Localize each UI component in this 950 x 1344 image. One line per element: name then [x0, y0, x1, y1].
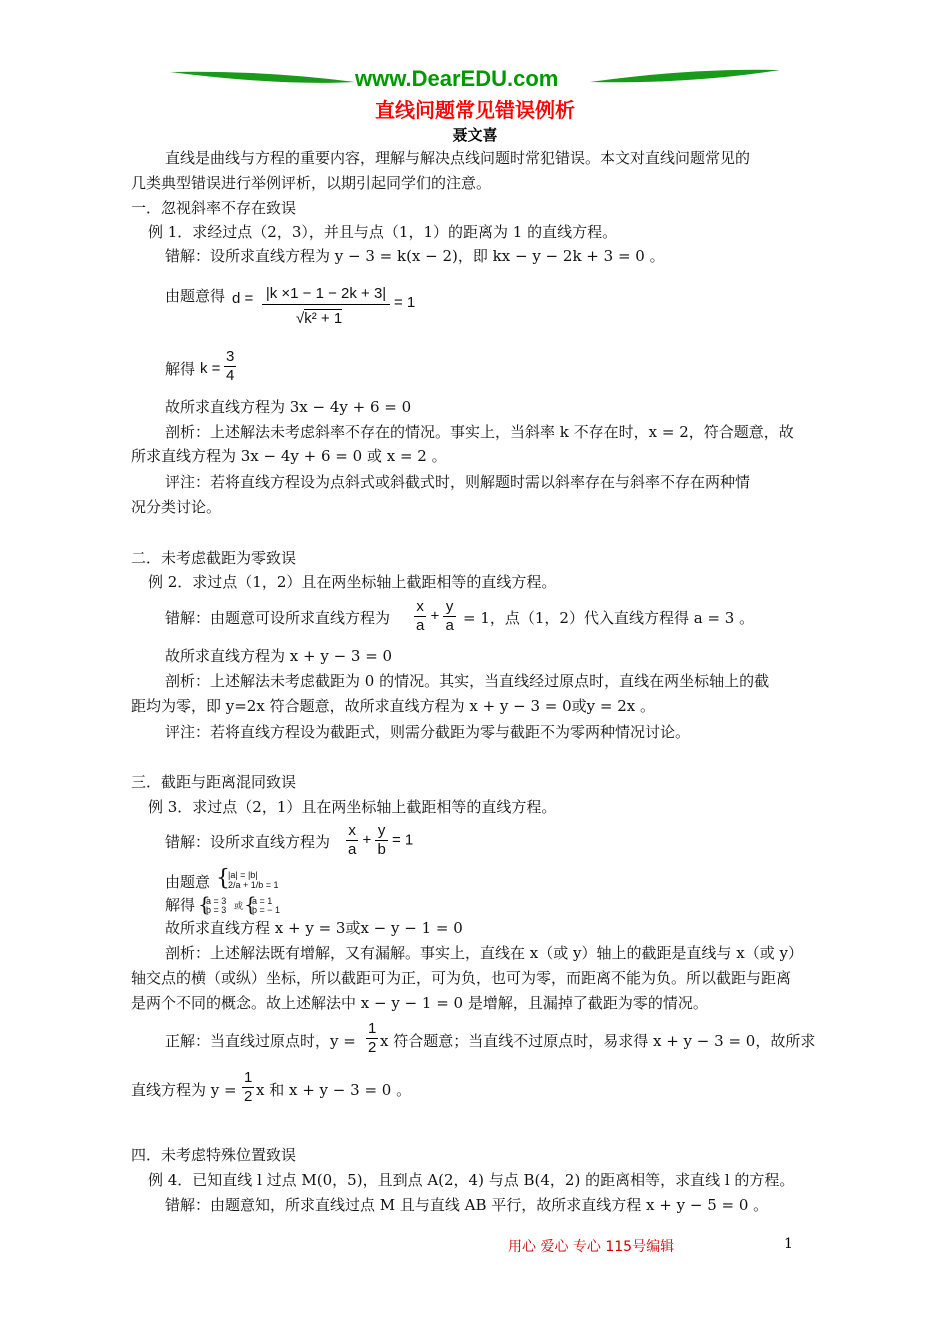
s3-sys-eq1: |a| = |b| [228, 870, 258, 880]
page-title: 直线问题常见错误例析 [375, 98, 575, 122]
s1-result: 故所求直线方程为 3x − 4y + 6 = 0 [165, 398, 412, 416]
s1-analysis-2: 所求直线方程为 3x − 4y + 6 = 0 或 x = 2 。 [131, 447, 447, 465]
example-3: 例 3．求过点（2，1）且在两坐标轴上截距相等的直线方程。 [148, 798, 557, 816]
intro-line-2: 几类典型错误进行举例评析，以期引起同学们的注意。 [131, 174, 492, 192]
s1-distance-numerator: |k ×1 − 1 − 2k + 3| [262, 284, 390, 305]
s3-right-frac [366, 1020, 378, 1057]
s1-solve-label: 解得 [165, 360, 196, 378]
s3-solve-label: 解得 [165, 896, 196, 914]
s1-k-lhs: k = [200, 360, 221, 377]
s1-distance-rhs: = 1 [394, 294, 416, 311]
s3-eq1: = 1 [391, 831, 414, 849]
s1-k-fraction [224, 348, 236, 385]
s3-frac-a: a [348, 841, 357, 858]
s3-analysis-1: 剖析：上述解法既有增解，又有漏解。事实上，直线在 x（或 y）轴上的截距是直线与 x（或 y） [165, 944, 803, 962]
s3-sol2a: a = 1 [252, 896, 273, 906]
sqrt-icon: √ [296, 310, 305, 327]
s3-sol1a: a = 3 [206, 896, 227, 906]
s3-sol2b: b = − 1 [252, 905, 281, 915]
s1-note-2: 况分类讨论。 [131, 498, 222, 516]
s3-frac-y: y [375, 822, 387, 841]
s2-intercept-form [414, 598, 456, 635]
example-4: 例 4．已知直线 l 过点 M(0，5)，且到点 A(2，4) 与点 B(4，2) 的距离相等，求直线 l 的方程。 [148, 1171, 795, 1189]
s3-analysis-2: 轴交点的横（或纵）坐标，所以截距可为正，可为负，也可为零，而距离不能为负。所以截距与距离 [131, 969, 792, 987]
s3-sol1b: b = 3 [206, 905, 227, 915]
s2-frac-a1: a [416, 617, 425, 634]
s1-note-1: 评注：若将直线方程设为点斜式或斜截式时，则解题时需以斜率存在与斜率不存在两种情 [165, 473, 751, 491]
s3-plus: + [362, 831, 372, 849]
s2-wrong-post: = 1，点（1，2）代入直线方程得 a = 3 。 [463, 609, 755, 627]
s2-analysis-1: 剖析：上述解法未考虑截距为 0 的情况。其实，当直线经过原点时，直线在两坐标轴上的截 [165, 672, 770, 690]
s3-intercept-form [346, 822, 413, 859]
s2-note: 评注：若将直线方程设为截距式，则需分截距为零与截距不为零两种情况讨论。 [165, 723, 691, 741]
s3-frac2-1: 1 [244, 1069, 253, 1086]
s3-frac-1: 1 [368, 1020, 377, 1037]
s3-result: 故所求直线方程 x + y = 3或x − y − 1 = 0 [165, 919, 463, 937]
s1-by-meaning: 由题意得 [165, 287, 226, 305]
author-name: 聂文喜 [452, 126, 498, 144]
s3-frac2-2: 2 [244, 1088, 253, 1105]
brace-icon-3: { [244, 892, 257, 916]
s1-analysis-1: 剖析：上述解法未考虑斜率不存在的情况。事实上，当斜率 k 不存在时，x = 2，符合题意，故 [165, 423, 794, 441]
site-url: www.DearEDU.com [355, 66, 559, 91]
s3-frac-2: 2 [368, 1039, 377, 1056]
s2-frac-y: y [443, 598, 455, 617]
s1-k-den: 4 [226, 367, 235, 384]
s3-right2-post: x 和 x + y − 3 = 0 。 [256, 1081, 412, 1099]
s2-wrong-pre: 错解：由题意可设所求直线方程为 [165, 609, 391, 627]
s3-right-post: x 符合题意；当直线不过原点时，易求得 x + y − 3 = 0，故所求 [380, 1032, 816, 1050]
s1-distance-denominator: k² + 1 [304, 310, 343, 327]
page-number: 1 [784, 1236, 793, 1252]
s4-wrong-solution: 错解：由题意知，所求直线过点 M 且与直线 AB 平行，故所求直线方程 x + y − 5 = 0 。 [165, 1196, 769, 1214]
s3-right2-frac [242, 1069, 254, 1106]
s1-distance-denominator-wrap [296, 308, 342, 330]
s2-frac-x: x [414, 598, 426, 617]
s3-by-meaning: 由题意 [165, 873, 211, 891]
s3-wrong-pre: 错解：设所求直线方程为 [165, 833, 331, 851]
section-2-heading: 二．未考虑截距为零致误 [131, 549, 297, 567]
s3-or: 或 [234, 901, 244, 911]
footer-text: 用心 爱心 专心 115号编辑 [508, 1239, 675, 1255]
s1-wrong-solution: 错解：设所求直线方程为 y − 3 = k(x − 2)，即 kx − y − 2k + 3 = 0 。 [165, 247, 665, 265]
section-1-heading: 一．忽视斜率不存在致误 [131, 199, 297, 217]
brace-icon: { [216, 866, 230, 891]
s3-sys-eq2: 2/a + 1/b = 1 [228, 880, 279, 890]
s3-frac-b: b [377, 841, 386, 858]
example-1: 例 1．求经过点（2，3），并且与点（1，1）的距离为 1 的直线方程。 [148, 223, 618, 241]
s2-analysis-2: 距均为零，即 y=2x 符合题意，故所求直线方程为 x + y − 3 = 0或y = 2x 。 [131, 697, 656, 715]
s3-frac-x: x [346, 822, 358, 841]
brace-icon-2: { [198, 892, 211, 916]
intro-line-1: 直线是曲线与方程的重要内容，理解与解决点线问题时常犯错误。本文对直线问题常见的 [165, 149, 751, 167]
s1-distance-lhs: d = [232, 290, 254, 307]
section-3-heading: 三．截距与距离混同致误 [131, 773, 297, 791]
s2-plus: + [430, 607, 440, 625]
example-2: 例 2．求过点（1，2）且在两坐标轴上截距相等的直线方程。 [148, 573, 557, 591]
s3-right2-pre: 直线方程为 y = [131, 1081, 237, 1099]
s3-right-pre: 正解：当直线过原点时，y = [165, 1032, 356, 1050]
s2-result: 故所求直线方程为 x + y − 3 = 0 [165, 647, 393, 665]
s2-frac-a2: a [445, 617, 454, 634]
section-4-heading: 四．未考虑特殊位置致误 [131, 1146, 297, 1164]
s1-k-num: 3 [226, 348, 235, 365]
s3-analysis-3: 是两个不同的概念。故上述解法中 x − y − 1 = 0 是增解，且漏掉了截距为零的情况。 [131, 994, 708, 1012]
